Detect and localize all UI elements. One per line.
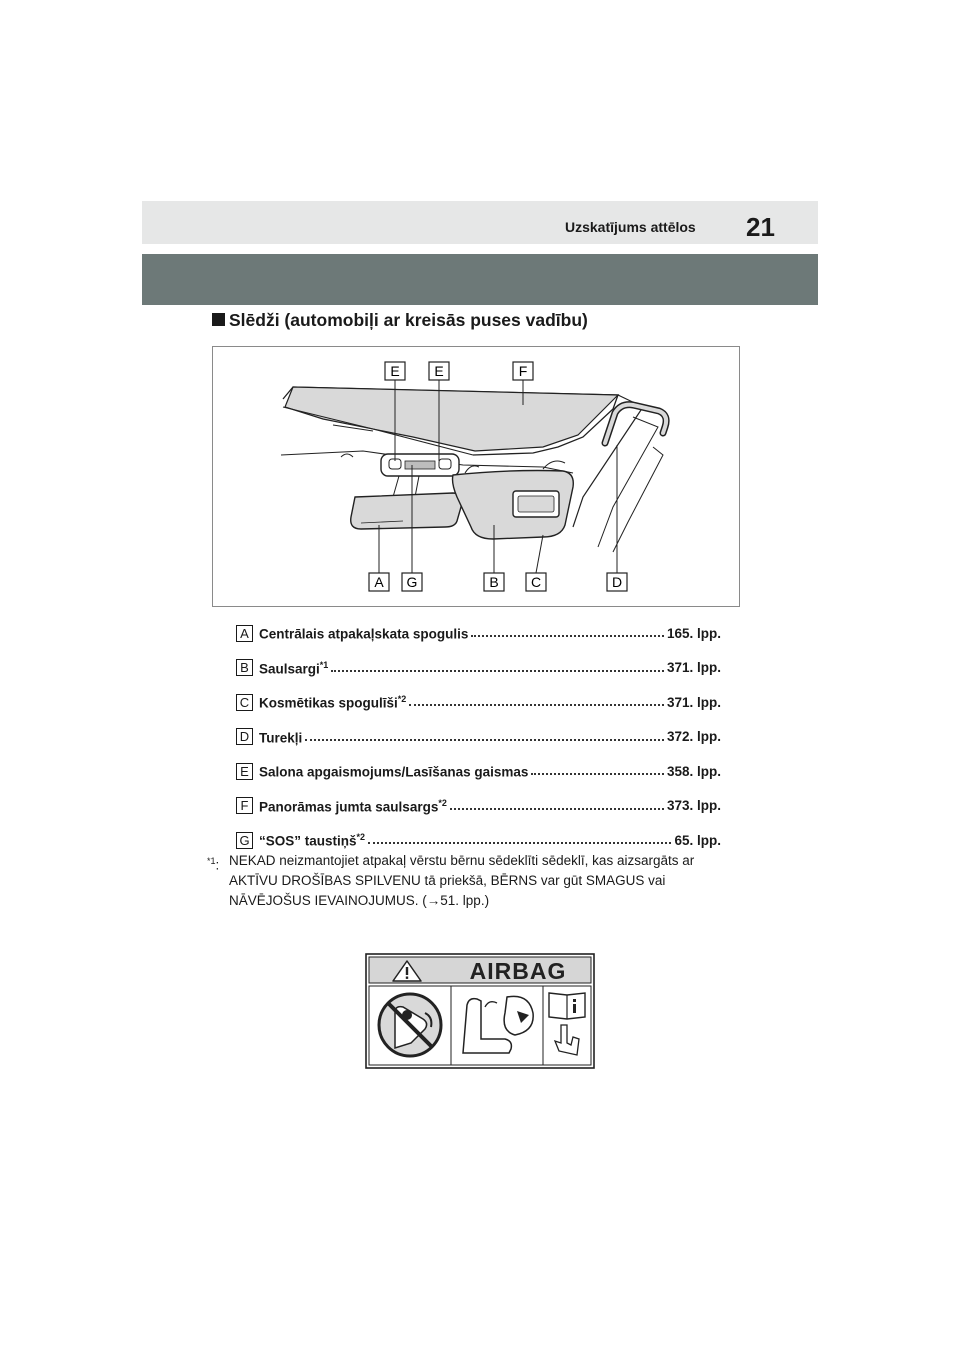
dot-leader [450, 808, 664, 810]
legend-superscript: *2 [397, 694, 407, 704]
legend-item [236, 685, 721, 720]
svg-text:E: E [434, 363, 444, 379]
car-interior-illustration [213, 347, 741, 608]
legend-label: Salona apgaismojums/Lasīšanas gaismas [259, 764, 529, 780]
dot-leader [531, 773, 664, 775]
legend-superscript: *1 [319, 659, 329, 670]
svg-text:A: A [374, 574, 384, 590]
legend-page-ref[interactable]: 373. lpp. [666, 798, 721, 814]
legend-page-ref[interactable]: 371. lpp. [666, 694, 721, 710]
airbag-warning-label [365, 953, 595, 1069]
legend-label: Saulsargi [259, 661, 320, 676]
svg-text:C: C [530, 574, 542, 590]
dot-leader [471, 635, 664, 637]
legend-page-ref[interactable]: 65. lpp. [674, 832, 721, 848]
dot-leader [368, 842, 671, 844]
legend-item [236, 754, 721, 789]
legend-label: Turekļi [259, 730, 303, 745]
footnote: $^{*1}$: NEKAD neizmantojiet atpakaļ vērstu bērnu sēdeklīti sēdeklī, kas aizsargāts ar AKTĪVU DROŠĪBAS SPILVENU tā priekšā, BĒRNS var gūt SMAGUS vai NĀVĒJOŠUS IEVAINOJUMUS. (→51. lpp.) [207, 851, 737, 911]
svg-text:D: D [611, 574, 623, 590]
callout-a [369, 573, 389, 591]
legend-item [236, 720, 721, 755]
airbag-label-title: AIRBAG [469, 958, 567, 984]
legend-label: Centrālais atpakaļskata spogulis [259, 626, 469, 642]
callout-c [526, 573, 546, 591]
page-number: 21 [746, 212, 775, 242]
rearview-mirror [351, 493, 462, 529]
legend-superscript: *2 [356, 832, 366, 842]
header-title: Uzskatījums attēlos [565, 219, 696, 235]
footnote-mark: *1 [207, 856, 216, 866]
legend-item [236, 616, 721, 651]
sos-button [405, 461, 435, 469]
square-bullet-icon [212, 313, 225, 326]
svg-text:E: E [390, 363, 400, 379]
callout-g [402, 573, 422, 591]
dot-leader [331, 670, 664, 672]
section-band [142, 254, 818, 305]
svg-text:F: F [518, 363, 528, 379]
svg-text:G: G [406, 574, 418, 590]
legend-letter: C [236, 694, 253, 711]
callout-f [513, 362, 533, 380]
header-bar [142, 201, 818, 244]
legend-page-ref[interactable]: 372. lpp. [666, 729, 721, 745]
legend-letter: F [236, 797, 253, 814]
legend-letter: B [236, 659, 253, 676]
callout-b [484, 573, 504, 591]
callout-e-1 [385, 362, 405, 380]
legend-item [236, 789, 721, 824]
svg-text:B: B [489, 574, 499, 590]
interior-figure [212, 346, 740, 607]
panoramic-roof-shade [285, 387, 618, 451]
legend-item [236, 651, 721, 686]
footnote-text: NEKAD neizmantojiet atpakaļ vērstu bērnu sēdeklīti sēdeklī, kas aizsargāts ar AKTĪVU DROŠĪBAS SPILVENU tā priekšā, BĒRNS var gūt SMAGUS vai NĀVĒJOŠUS IEVAINOJUMUS. (→51. lpp.) [229, 853, 695, 908]
legend-label: “SOS” taustiņš [259, 833, 357, 849]
legend-label: Panorāmas jumta saulsargs [259, 799, 439, 814]
legend-letter: D [236, 728, 253, 745]
callout-e-2 [429, 362, 449, 380]
legend-page-ref[interactable]: 371. lpp. [666, 660, 721, 676]
legend-letter: A [236, 625, 253, 642]
callout-d [607, 573, 627, 591]
airbag-label-graphic [365, 953, 595, 1069]
legend-page-ref[interactable]: 358. lpp. [666, 763, 721, 779]
dot-leader [305, 739, 664, 741]
no-rear-facing-seat-icon [379, 994, 441, 1056]
legend-letter: E [236, 763, 253, 780]
legend-label: Kosmētikas spogulīši [259, 695, 398, 711]
legend-letter: G [236, 832, 253, 849]
dot-leader [409, 704, 664, 706]
section-heading-text: Slēdži (automobiļi ar kreisās puses vadību) [229, 310, 588, 330]
legend-page-ref[interactable]: 165. lpp. [666, 625, 721, 641]
section-heading [212, 310, 588, 331]
legend-superscript: *2 [438, 797, 447, 808]
legend-list [236, 616, 721, 858]
